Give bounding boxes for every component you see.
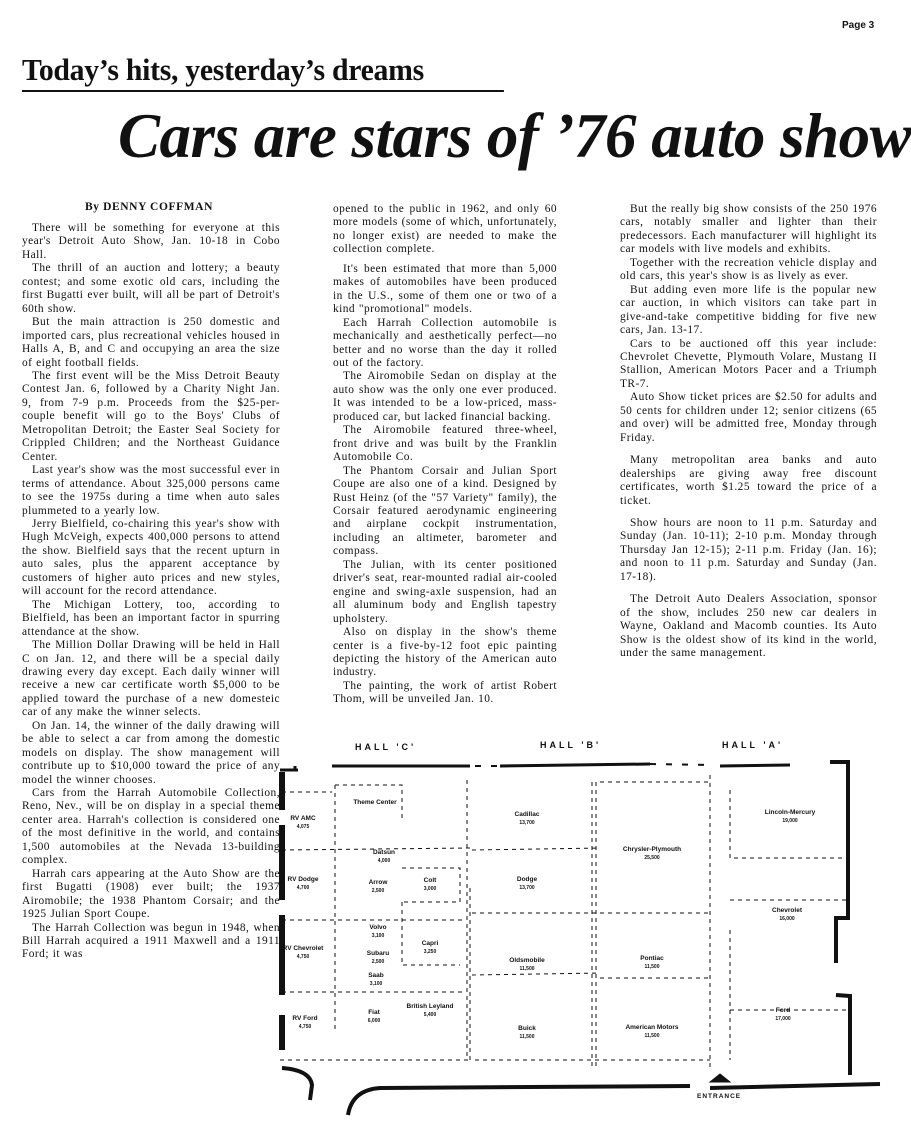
booth-square-feet: 2,500 bbox=[371, 888, 385, 894]
booth-name: Dodge bbox=[516, 876, 538, 883]
booth-name: British Leyland bbox=[406, 1003, 454, 1010]
booth-label bbox=[625, 1023, 678, 1041]
article-paragraph: Also on display in the show's theme center is a five-by-12 foot epic painting depicting the history of the American auto industry. bbox=[333, 626, 557, 679]
booth-square-feet: 4,000 bbox=[377, 858, 391, 864]
booth-name: Saab bbox=[368, 972, 384, 979]
article-paragraph: opened to the public in 1962, and only 60 more models (some of which, unfortunately, no longer exist) are needed to make the collection complete. bbox=[333, 203, 557, 256]
booth-name: Ford bbox=[775, 1007, 791, 1014]
article-paragraph: The Million Dollar Drawing will be held in Hall C on Jan. 12, and there will be a special daily drawing every day except. Each daily winner will receive a new car certificate worth $5,000 to be applied toward the purchase of a new domesteic car of any make the winner selects. bbox=[22, 639, 280, 719]
booth-label bbox=[373, 848, 395, 866]
booth-square-feet: 13,700 bbox=[519, 820, 535, 826]
booth-name: Chevrolet bbox=[772, 907, 802, 914]
booth-name: RV Chevrolet bbox=[282, 945, 324, 952]
booth-label bbox=[288, 875, 319, 893]
booth-label bbox=[517, 875, 537, 893]
booth-label bbox=[775, 1006, 790, 1024]
booth-name: RV Dodge bbox=[287, 876, 319, 883]
article-paragraph: The thrill of an auction and lottery; a beauty contest; and some exotic old cars, including the first Bugatti ever built, will all be part of Detroit's 60th show. bbox=[22, 262, 280, 315]
booth-square-feet: 19,000 bbox=[782, 818, 798, 824]
booth-label bbox=[623, 845, 681, 863]
article-paragraph: The Harrah Collection was begun in 1948, when Bill Harrah acquired a 1911 Maxwell and a 1911 Ford; it was bbox=[22, 921, 280, 961]
article-paragraph: But the really big show consists of the 250 1976 cars, notably smaller and lighter than their predecessors. Each manufacturer will highlight its car models with live models and exhibits. bbox=[620, 203, 877, 256]
booth-label bbox=[283, 944, 324, 962]
booth-label bbox=[509, 956, 544, 974]
booth-name: RV AMC bbox=[290, 815, 316, 822]
article-paragraph: The Phantom Corsair and Julian Sport Coupe are also one of a kind. Designed by Rust Heinz (of the "57 Variety" family), the Corsair featured aerodynamic engineering and airplane cockpit instrumentation, including an altimeter, barometer and compass. bbox=[333, 464, 557, 558]
article-paragraph: The Airomobile featured three-wheel, front drive and was built by the Franklin Automobile Co. bbox=[333, 424, 557, 464]
booth-label bbox=[368, 971, 384, 989]
booth-square-feet: 2,500 bbox=[371, 959, 385, 965]
booth-square-feet: 3,250 bbox=[423, 949, 437, 955]
article-paragraph: The Julian, with its center positioned driver's seat, rear-mounted radial air-cooled engine and swing-axle suspension, had an all aluminum body and English tapestry upholstery. bbox=[333, 558, 557, 625]
headline: Cars are stars of ’76 auto show bbox=[118, 101, 911, 171]
booth-name: Buick bbox=[518, 1025, 536, 1032]
article-paragraph: The first event will be the Miss Detroit Beauty Contest Jan. 6, followed by a Charity Night Jan. 9, from 7-9 p.m. Proceeds from the $25-per-couple benefit will go to the Boys' Clubs of Metropolitan Detroit; the Easter Seal Society for Crippled Children; and the Northeast Guidance Center. bbox=[22, 369, 280, 463]
booth-square-feet: 5,400 bbox=[423, 1012, 437, 1018]
booth-square-feet: 25,500 bbox=[644, 855, 660, 861]
booth-label bbox=[515, 810, 540, 828]
article-paragraph: The Detroit Auto Dealers Association, sponsor of the show, includes 250 new car dealers in Wayne, Oakland and Macomb counties. Its Auto Show is the oldest show of its kind in the world, under the same management. bbox=[620, 593, 877, 660]
booth-name: Volvo bbox=[369, 924, 387, 931]
booth-label bbox=[292, 1014, 317, 1032]
booth-label bbox=[765, 808, 816, 826]
booth-label bbox=[772, 906, 802, 924]
article-paragraph: But adding even more life is the popular new car auction, in which visitors can take part in give-and-take competitive bidding for five new cars, Jan. 13-17. bbox=[620, 283, 877, 337]
booth-square-feet: 3,100 bbox=[369, 981, 383, 987]
booth-name: Lincoln-Mercury bbox=[764, 809, 816, 816]
booth-name: American Motors bbox=[625, 1024, 679, 1031]
article-paragraph: Show hours are noon to 11 p.m. Saturday and Sunday (Jan. 10-11); 2-10 p.m. Monday through Thursday Jan 12-15); 2-11 p.m. Friday (Jan. 16); and noon to 11 p.m. Saturday and Sunday (Jan. 17-18). bbox=[620, 516, 877, 583]
article-column-3 bbox=[620, 203, 877, 715]
article-paragraph: Last year's show was the most successful ever in terms of attendance. About 325,000 persons came to see the 1975s during a time when auto sales plummeted to a yearly low. bbox=[22, 464, 280, 517]
booth-label bbox=[367, 949, 389, 967]
booth-label bbox=[424, 876, 437, 894]
booth-square-feet: 11,500 bbox=[644, 964, 660, 970]
booth-label bbox=[369, 923, 386, 941]
booth-name: Arrow bbox=[368, 879, 388, 886]
booth-label bbox=[368, 1008, 381, 1026]
article-column-2 bbox=[333, 203, 557, 715]
booth-label bbox=[518, 1024, 536, 1042]
article-paragraph: There will be something for everyone at this year's Detroit Auto Show, Jan. 10-18 in Cobo Hall. bbox=[22, 222, 280, 261]
hall-a-label: HALL 'A' bbox=[722, 740, 784, 750]
article-paragraph: Auto Show ticket prices are $2.50 for adults and 50 cents for children under 12; senior citizens (65 and over) will be admitted free, Monday through Friday. bbox=[620, 391, 877, 444]
booth-square-feet: 16,000 bbox=[779, 916, 795, 922]
article-column-1 bbox=[22, 222, 280, 1117]
article-paragraph: The Michigan Lottery, too, according to Bielfield, has been an important factor in spurring attendance at the show. bbox=[22, 598, 280, 638]
booth-label bbox=[422, 939, 439, 957]
booth-name: Subaru bbox=[366, 950, 390, 957]
booth-name: Cadillac bbox=[514, 811, 540, 818]
byline: By DENNY COFFMAN bbox=[85, 201, 213, 213]
entrance-label: ENTRANCE bbox=[697, 1093, 742, 1100]
booth-label bbox=[290, 814, 315, 832]
booth-square-feet: 17,000 bbox=[775, 1016, 791, 1022]
article-paragraph: The painting, the work of artist Robert Thom, will be unveiled Jan. 10. bbox=[333, 679, 557, 706]
hall-b-label: HALL 'B' bbox=[540, 740, 602, 750]
article-paragraph: Cars from the Harrah Automobile Collection, Reno, Nev., will be on display in a special theme center area. Harrah's collection is considered one of the most definitive in the world, and contains 1,500 automobiles at the Nevada 13-building complex. bbox=[22, 787, 280, 867]
article-paragraph: Jerry Bielfield, co-chairing this year's show with Hugh McVeigh, expects 400,000 persons to attend the show. Bielfield says that the recent upturn in auto sales, plus the apparent acceptance by customers of higher auto prices and new styles, will account for the record attendance. bbox=[22, 517, 280, 598]
article-paragraph: But the main attraction is 250 domestic and imported cars, plus recreational vehicles housed in Halls A, B, and C and occupying an area the size of eight football fields. bbox=[22, 316, 280, 369]
booth-square-feet: 3,000 bbox=[423, 886, 437, 892]
booth-name: Colt bbox=[423, 877, 437, 884]
booth-label bbox=[353, 798, 396, 807]
booth-square-feet: 4,075 bbox=[296, 824, 310, 830]
article-paragraph: Harrah cars appearing at the Auto Show are the first Bugatti (1908) ever built; the 1937 Airomobile; the 1938 Phantom Corsair; and the 1925 Julian Sport Coupe. bbox=[22, 867, 280, 921]
article-paragraph: Many metropolitan area banks and auto dealerships are giving away free discount certificates, worth $1.25 toward the price of a ticket. bbox=[620, 454, 877, 507]
booth-square-feet: 4,750 bbox=[298, 1024, 312, 1030]
booth-name: Pontiac bbox=[640, 955, 664, 962]
booth-name: RV Ford bbox=[292, 1015, 318, 1022]
section-kicker: Today’s hits, yesterday’s dreams bbox=[22, 52, 504, 92]
article-paragraph: On Jan. 14, the winner of the daily drawing will be able to select a car from among the domestic models on display. The show management will contribute up to $10,000 toward the price of any model the winner chooses. bbox=[22, 719, 280, 786]
booth-name: Oldsmobile bbox=[509, 957, 545, 964]
floor-plan-map bbox=[270, 730, 900, 1125]
floor-plan-walls bbox=[270, 730, 900, 1125]
booth-name: Theme Center bbox=[353, 799, 397, 806]
booth-square-feet: 11,500 bbox=[519, 966, 535, 972]
booth-square-feet: 11,500 bbox=[519, 1034, 535, 1040]
article-paragraph: Each Harrah Collection automobile is mechanically and aesthetically perfect—no better and no worse than the day it rolled out of the factory. bbox=[333, 316, 557, 369]
booth-square-feet: 6,000 bbox=[367, 1018, 381, 1024]
booth-label bbox=[407, 1002, 454, 1020]
hall-c-label: HALL 'C' bbox=[355, 742, 417, 752]
article-paragraph: It's been estimated that more than 5,000 makes of automobiles have been produced in the U.S., some of them one or two of a kind "promotional" models. bbox=[333, 262, 557, 316]
booth-name: Chrysler-Plymouth bbox=[622, 846, 682, 853]
booth-square-feet: 3,100 bbox=[371, 933, 385, 939]
article-paragraph: Together with the recreation vehicle display and old cars, this year's show is as lively as ever. bbox=[620, 256, 877, 283]
booth-square-feet: 13,700 bbox=[519, 885, 535, 891]
page-number: Page 3 bbox=[842, 20, 875, 31]
booth-name: Datsun bbox=[372, 849, 396, 856]
booth-square-feet: 11,500 bbox=[644, 1033, 660, 1039]
booth-square-feet: 4,750 bbox=[296, 954, 310, 960]
booth-name: Capri bbox=[421, 940, 439, 947]
article-paragraph: Cars to be auctioned off this year include: Chevrolet Chevette, Plymouth Volare, Mustang II Stallion, American Motors Pacer and a Triumph TR-7. bbox=[620, 337, 877, 390]
booth-label bbox=[369, 878, 388, 896]
booth-name: Fiat bbox=[368, 1009, 380, 1016]
booth-square-feet: 4,700 bbox=[296, 885, 310, 891]
article-paragraph: The Airomobile Sedan on display at the auto show was the only one ever produced. It was intended to be a low-priced, mass-produced car, but lacked financial backing. bbox=[333, 370, 557, 423]
booth-label bbox=[640, 954, 663, 972]
